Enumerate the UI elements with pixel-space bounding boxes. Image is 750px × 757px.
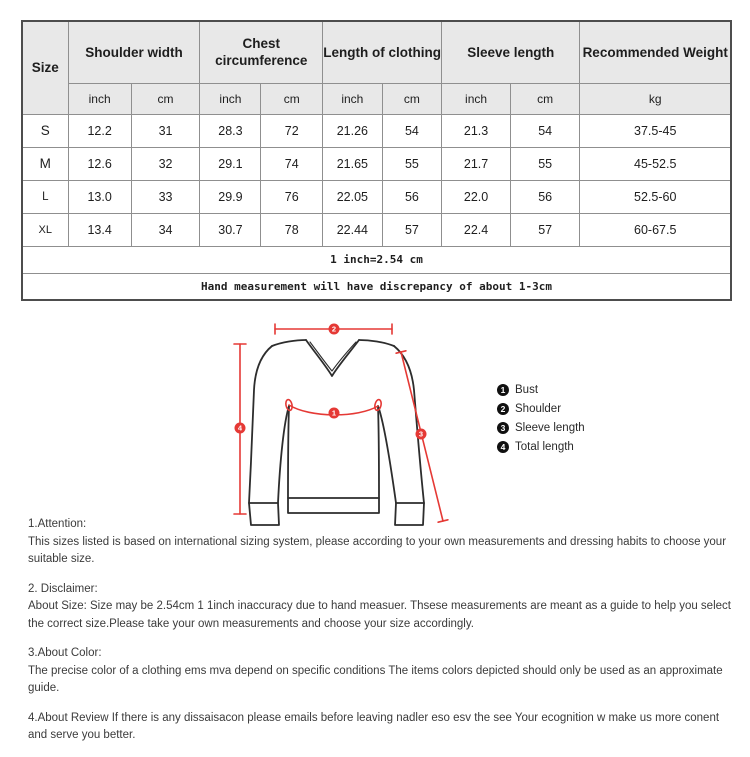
unit-header: cm	[382, 83, 442, 114]
size-chart-table	[21, 20, 732, 301]
legend-item-total-length	[497, 441, 585, 453]
table-cell: 30.7	[200, 213, 261, 246]
table-cell: 45-52.5	[580, 147, 731, 180]
table-cell: 12.6	[68, 147, 131, 180]
legend-number-badge: 3	[497, 422, 509, 434]
note-hand-measurement: Hand measurement will have discrepancy of about 1-3cm	[22, 273, 731, 300]
table-cell: 22.44	[323, 213, 383, 246]
note-inch-conversion: 1 inch=2.54 cm	[22, 246, 731, 273]
table-cell: 56	[510, 180, 579, 213]
table-cell: 13.4	[68, 213, 131, 246]
table-cell: 37.5-45	[580, 114, 731, 147]
unit-header: kg	[580, 83, 731, 114]
measurement-markers	[235, 324, 427, 440]
table-cell-size: S	[22, 114, 68, 147]
table-row	[22, 147, 731, 180]
table-cell: 22.4	[442, 213, 511, 246]
table-header-row	[22, 21, 731, 83]
col-header-recommended-weight: Recommended Weight	[580, 21, 731, 83]
table-note-row	[22, 246, 731, 273]
section-heading: 3.About Color:	[28, 647, 102, 659]
table-cell: 28.3	[200, 114, 261, 147]
unit-header: cm	[510, 83, 579, 114]
table-cell: 33	[131, 180, 200, 213]
table-cell: 21.26	[323, 114, 383, 147]
unit-header: inch	[200, 83, 261, 114]
table-note-row	[22, 273, 731, 300]
section-heading: 1.Attention:	[28, 518, 87, 530]
table-cell: 74	[261, 147, 323, 180]
table-cell: 21.7	[442, 147, 511, 180]
legend-label: Shoulder	[515, 403, 562, 415]
section-body: About Size: Size may be 2.54cm 1 1inch inaccuracy due to hand measuer. Thsese measurements are meant as a guide to help you select the correct size.Please take your own measurements and choose your size accordingly.	[28, 600, 731, 630]
sweater-outline	[249, 340, 424, 525]
sweater-measurement-diagram	[220, 310, 480, 530]
unit-header: cm	[261, 83, 323, 114]
table-cell: 54	[382, 114, 442, 147]
table-cell: 55	[382, 147, 442, 180]
legend-number-badge: 2	[497, 403, 509, 415]
marker-shoulder-number: 2	[331, 324, 337, 334]
col-header-shoulder-width: Shoulder width	[68, 21, 200, 83]
info-sections	[28, 516, 736, 757]
legend-number-badge: 4	[497, 441, 509, 453]
table-row	[22, 213, 731, 246]
table-cell: 76	[261, 180, 323, 213]
legend-label: Total length	[515, 441, 574, 453]
table-cell: 60-67.5	[580, 213, 731, 246]
section-about-color	[28, 645, 736, 698]
table-cell: 13.0	[68, 180, 131, 213]
table-cell: 52.5-60	[580, 180, 731, 213]
col-header-chest-circumference: Chest circumference	[200, 21, 323, 83]
unit-header: inch	[323, 83, 383, 114]
section-disclaimer	[28, 581, 736, 634]
unit-header: cm	[131, 83, 200, 114]
section-body: This sizes listed is based on international sizing system, please according to your own measurements and dressing habits to choose your suitable size.	[28, 535, 727, 565]
legend-label: Sleeve length	[515, 422, 585, 434]
section-body: 4.About Review If there is any dissaisacon please emails before leaving nadler eso esv the see Your ecognition w make us more conent and serve you better.	[28, 711, 720, 741]
table-unit-row	[22, 83, 731, 114]
measurement-legend	[497, 384, 585, 453]
unit-header: inch	[442, 83, 511, 114]
table-cell: 31	[131, 114, 200, 147]
table-cell: 57	[382, 213, 442, 246]
marker-total-length-number: 4	[237, 423, 243, 433]
legend-number-badge: 1	[497, 384, 509, 396]
table-cell: 29.1	[200, 147, 261, 180]
table-cell: 21.65	[323, 147, 383, 180]
legend-label: Bust	[515, 384, 539, 396]
table-cell: 55	[510, 147, 579, 180]
unit-header: inch	[68, 83, 131, 114]
table-cell: 72	[261, 114, 323, 147]
table-cell-size: M	[22, 147, 68, 180]
marker-bust-number: 1	[331, 408, 337, 418]
table-cell: 56	[382, 180, 442, 213]
col-header-size: Size	[22, 21, 68, 114]
table-row	[22, 180, 731, 213]
col-header-length-of-clothing: Length of clothing	[323, 21, 442, 83]
table-cell: 54	[510, 114, 579, 147]
table-cell: 22.05	[323, 180, 383, 213]
section-body: The precise color of a clothing ems mva depend on specific conditions The items colors depicted should only be used as an approximate guide.	[28, 664, 723, 694]
legend-item-shoulder	[497, 403, 585, 415]
table-cell: 57	[510, 213, 579, 246]
table-cell: 22.0	[442, 180, 511, 213]
table-cell: 21.3	[442, 114, 511, 147]
table-cell: 34	[131, 213, 200, 246]
section-heading: 2. Disclaimer:	[28, 582, 98, 595]
table-cell-size: L	[22, 180, 68, 213]
table-cell: 29.9	[200, 180, 261, 213]
table-cell: 32	[131, 147, 200, 180]
table-row	[22, 114, 731, 147]
col-header-sleeve-length: Sleeve length	[442, 21, 580, 83]
legend-item-bust	[497, 384, 585, 396]
table-cell-size: XL	[22, 213, 68, 246]
section-about-review	[28, 710, 736, 745]
table-cell: 78	[261, 213, 323, 246]
legend-item-sleeve-length	[497, 422, 585, 434]
marker-sleeve-number: 3	[418, 429, 424, 439]
section-attention	[28, 516, 736, 569]
table-cell: 12.2	[68, 114, 131, 147]
